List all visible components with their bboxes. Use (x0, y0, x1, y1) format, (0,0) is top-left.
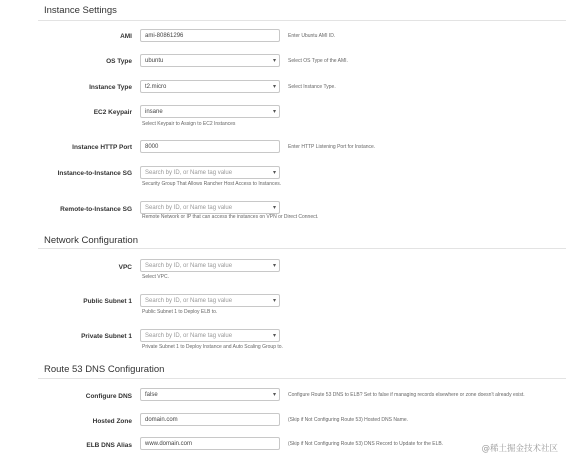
vpc-help: Select VPC. (142, 274, 169, 280)
instance-sg-select[interactable] (140, 166, 280, 179)
os-type-label: OS Type (106, 58, 132, 65)
private-subnet-label: Private Subnet 1 (81, 333, 132, 340)
chevron-down-icon: ▾ (272, 262, 276, 269)
section-divider (38, 248, 566, 249)
instance-type-select[interactable] (140, 80, 280, 93)
vpc-placeholder: Search by ID, or Name tag value (145, 263, 233, 269)
section-divider (38, 20, 566, 21)
watermark: @稀土掘金技术社区 (481, 444, 558, 454)
instance-type-label: Instance Type (89, 84, 132, 91)
instance-type-value: t2.micro (145, 84, 167, 90)
instance-sg-help: Security Group That Allows Rancher Host Access to Instances. (142, 181, 282, 187)
chevron-down-icon: ▾ (272, 297, 276, 304)
os-type-select[interactable] (140, 54, 280, 67)
chevron-down-icon: ▾ (272, 391, 276, 398)
vpc-label: VPC (118, 264, 132, 271)
remote-sg-select[interactable] (140, 201, 280, 214)
section-divider (38, 378, 566, 379)
ami-input[interactable] (140, 29, 280, 42)
vpc-select[interactable] (140, 259, 280, 272)
ec2-keypair-help: Select Keypair to Assign to EC2 Instances (142, 121, 236, 127)
public-subnet-label: Public Subnet 1 (83, 298, 132, 305)
public-subnet-select[interactable] (140, 294, 280, 307)
os-type-help: Select OS Type of the AMI. (288, 58, 348, 64)
remote-sg-help: Remote Network or IP that can access the instances on VPN or Direct Connect. (142, 214, 319, 220)
section-title-route53: Route 53 DNS Configuration (44, 364, 165, 375)
ami-help: Enter Ubuntu AMI ID. (288, 33, 336, 39)
remote-sg-placeholder: Search by ID, or Name tag value (145, 205, 233, 211)
http-port-input[interactable] (140, 140, 280, 153)
private-subnet-help: Private Subnet 1 to Deploy Instance and Auto Scaling Group to. (142, 344, 283, 350)
hosted-zone-value: domain.com (145, 417, 178, 423)
configure-dns-help: Configure Route 53 DNS to ELB? Set to false if managing records elsewhere or zone doesn't already exist. (288, 392, 525, 398)
configure-dns-value: false (145, 392, 158, 398)
http-port-value: 8000 (145, 144, 159, 150)
chevron-down-icon: ▾ (272, 57, 276, 64)
ami-label: AMI (120, 33, 132, 40)
chevron-down-icon: ▾ (272, 108, 276, 115)
ami-value: ami-80861296 (145, 33, 184, 39)
section-title-network: Network Configuration (44, 235, 138, 246)
instance-sg-placeholder: Search by ID, or Name tag value (145, 170, 233, 176)
instance-sg-label: Instance-to-Instance SG (57, 170, 132, 177)
ec2-keypair-label: EC2 Keypair (93, 109, 132, 116)
hosted-zone-label: Hosted Zone (92, 418, 132, 425)
private-subnet-placeholder: Search by ID, or Name tag value (145, 333, 233, 339)
chevron-down-icon: ▾ (272, 83, 276, 90)
configure-dns-select[interactable] (140, 388, 280, 401)
public-subnet-placeholder: Search by ID, or Name tag value (145, 298, 233, 304)
private-subnet-select[interactable] (140, 329, 280, 342)
configure-dns-label: Configure DNS (85, 393, 132, 400)
hosted-zone-input[interactable] (140, 413, 280, 426)
section-title-instance-settings: Instance Settings (44, 5, 117, 16)
hosted-zone-help: (Skip if Not Configuring Route 53) Hosted DNS Name. (288, 417, 409, 423)
chevron-down-icon: ▾ (272, 332, 276, 339)
ec2-keypair-select[interactable] (140, 105, 280, 118)
instance-type-help: Select Instance Type. (288, 84, 336, 90)
elb-dns-alias-value: www.domain.com (145, 441, 193, 447)
os-type-value: ubuntu (145, 58, 164, 64)
ec2-keypair-value: insane (145, 109, 163, 115)
elb-dns-alias-input[interactable] (140, 437, 280, 450)
http-port-help: Enter HTTP Listening Port for Instance. (288, 144, 376, 150)
public-subnet-help: Public Subnet 1 to Deploy ELB to. (142, 309, 218, 315)
elb-dns-alias-label: ELB DNS Alias (86, 442, 132, 449)
elb-dns-alias-help: (Skip if Not Configuring Route 53) DNS Record to Update for the ELB. (288, 441, 444, 447)
remote-sg-label: Remote-to-Instance SG (60, 206, 132, 213)
chevron-down-icon: ▾ (272, 204, 276, 211)
http-port-label: Instance HTTP Port (72, 144, 132, 151)
chevron-down-icon: ▾ (272, 169, 276, 176)
